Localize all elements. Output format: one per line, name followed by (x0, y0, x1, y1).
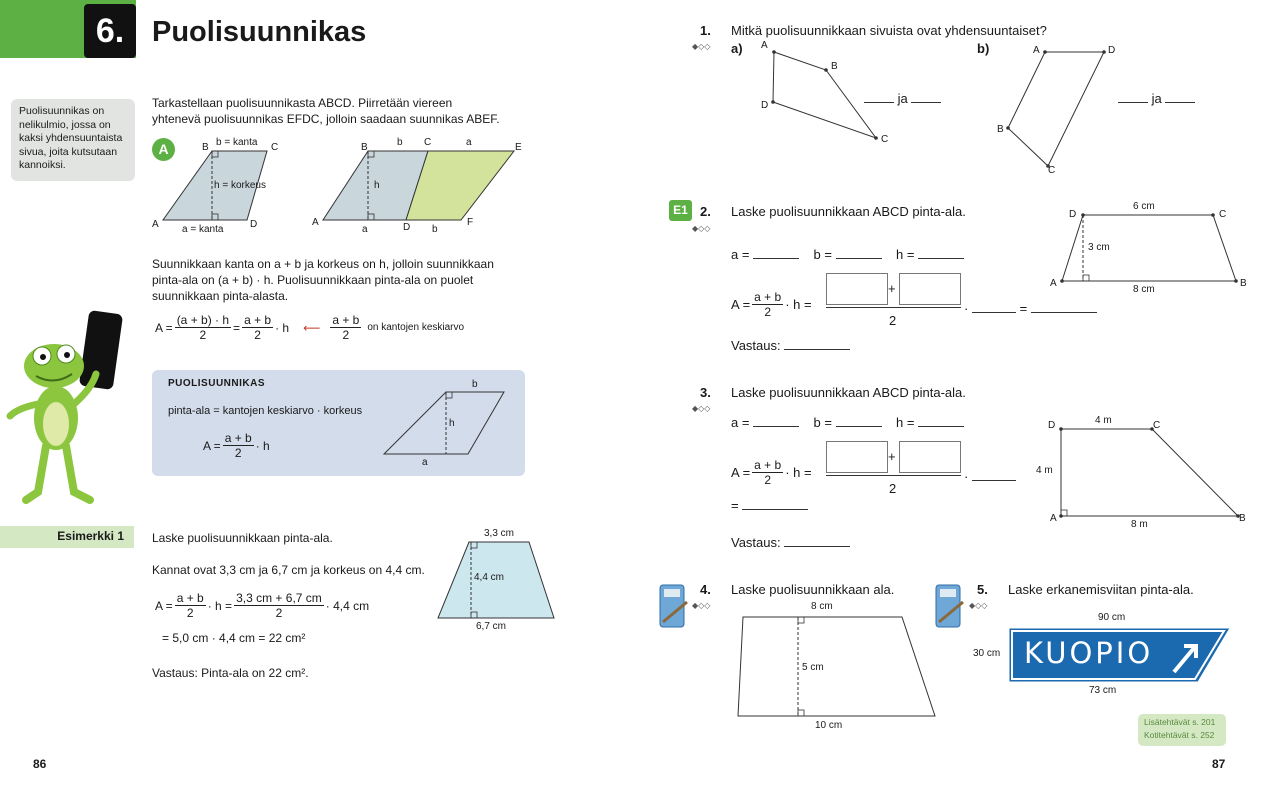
q4-trapezoid-figure (734, 612, 939, 720)
difficulty-icon: ◆◇◇ (969, 601, 988, 610)
fig2-label-a2: a (362, 224, 368, 235)
q3-denominator: 2 (889, 481, 897, 496)
q3-input-box-2[interactable] (899, 441, 961, 473)
q5-fig-bottom: 73 cm (1089, 685, 1117, 696)
q2-h-blank[interactable] (918, 246, 964, 259)
q1-part-a: a) (731, 41, 743, 56)
fig2-label-a1: a (466, 137, 472, 148)
q1-text: Mitkä puolisuunnikkaan sivuista ovat yhdensuuntaiset? (731, 23, 1047, 38)
q1-part-b: b) (977, 41, 990, 56)
q3-fig-C: C (1153, 420, 1161, 431)
q3-answer: Vastaus: (731, 534, 850, 551)
q3-tail: · (964, 468, 1016, 485)
fig1-label-A: A (152, 219, 159, 230)
q3-fig-left: 4 m (1036, 465, 1053, 476)
q3-values-row: a = b = h = (731, 414, 964, 431)
infobox-formula: A = $\frac{a + b}{2}$ · h (203, 431, 270, 460)
calculator-icon (659, 584, 689, 628)
q2-number: 2. (700, 204, 711, 219)
page-title: Puolisuunnikas (152, 16, 367, 48)
q2-plus: + (888, 281, 896, 296)
q4-fig-bottom: 10 cm (815, 720, 843, 731)
q2-h-answer-blank[interactable] (972, 300, 1016, 313)
q2-fig-top: 6 cm (1133, 201, 1155, 212)
difficulty-icon: ◆◇◇ (692, 224, 711, 233)
example-formula: A = $\frac{a + b}{2}$ · h = $\frac{3,3 cm + 6,7 cm}{2}$ · 4,4 cm (155, 591, 370, 620)
q2-input-box-1[interactable] (826, 273, 888, 305)
formula-info-box (152, 370, 525, 476)
q3-plus: + (888, 449, 896, 464)
q3-text: Laske puolisuunnikkaan ABCD pinta-ala. (731, 385, 966, 400)
q1b-quadrilateral-figure (1000, 44, 1115, 168)
q3-fig-D: D (1048, 420, 1056, 431)
q1a-label-D: D (761, 100, 769, 111)
formula-h: · h (275, 320, 290, 335)
q2-fig-D: D (1069, 209, 1077, 220)
fraction-1: $\frac{(a + b) \cdot h}{2}$ (176, 313, 230, 342)
q3-fig-top: 4 m (1095, 415, 1112, 426)
extra-tasks-line-2: Kotitehtävät s. 252 (1144, 730, 1215, 740)
q2-input-box-2[interactable] (899, 273, 961, 305)
parallelogram-abef-figure (318, 134, 528, 239)
fig1-label-height: h = korkeus (214, 180, 266, 191)
q1a-label-A: A (761, 40, 768, 51)
fig2-label-b1: b (397, 137, 403, 148)
q1b-label-B: B (997, 124, 1004, 135)
para-line-3: suunnikkaan pinta-alasta. (152, 289, 289, 303)
q2-text: Laske puolisuunnikkaan ABCD pinta-ala. (731, 204, 966, 219)
q2-answer: Vastaus: (731, 337, 850, 354)
q4-number: 4. (700, 582, 711, 597)
q2-fraction-bar (826, 307, 961, 308)
fig2-label-F: F (467, 217, 474, 228)
q3-fig-bottom: 8 m (1131, 519, 1148, 530)
q3-b-blank[interactable] (836, 414, 882, 427)
q5-text: Laske erkanemisviitan pinta-ala. (1008, 582, 1194, 597)
q3-input-box-1[interactable] (826, 441, 888, 473)
fraction-2: $\frac{a + b}{2}$ (244, 313, 272, 342)
infobox-title: PUOLISUUNNIKAS (168, 378, 266, 389)
q3-h-blank[interactable] (918, 414, 964, 427)
chapter-number: 6. (84, 4, 136, 58)
q2-tail: · = (964, 300, 1097, 317)
q3-result-row: = (731, 497, 808, 514)
formula-A: A = (155, 320, 173, 335)
difficulty-icon: ◆◇◇ (692, 404, 711, 413)
q3-trapezoid-figure (1054, 422, 1244, 522)
fig2-label-C: C (424, 137, 432, 148)
fig2-label-h: h (374, 180, 380, 191)
q1a-answer-row: ja (864, 90, 941, 107)
page-number-right: 87 (1212, 757, 1226, 771)
infobox-line: pinta-ala = kantojen keskiarvo · korkeus (168, 405, 363, 417)
q4-fig-h: 5 cm (802, 662, 824, 673)
q2-a-blank[interactable] (753, 246, 799, 259)
q3-a-blank[interactable] (753, 414, 799, 427)
q3-answer-blank[interactable] (784, 534, 850, 547)
q2-fig-bottom: 8 cm (1133, 284, 1155, 295)
q2-trapezoid-figure (1056, 208, 1246, 288)
example-label-bar (0, 526, 134, 548)
infobox-label-a: a (422, 457, 428, 468)
example-fig-h: 4,4 cm (474, 572, 505, 583)
q1b-answer-row: ja (1118, 90, 1195, 107)
q3-result-blank[interactable] (742, 497, 808, 510)
fraction-3: $\frac{a + b}{2}$ (332, 313, 360, 342)
fig2-label-D: D (403, 222, 411, 233)
q3-h-answer-blank[interactable] (972, 468, 1016, 481)
intro-text (152, 95, 500, 127)
q3-formula: A = $\frac{a + b}{2}$ · h = (731, 458, 812, 487)
fig1-label-B: B (202, 142, 209, 153)
example-answer: Vastaus: Pinta-ala on 22 cm². (152, 666, 309, 680)
q5-fig-top: 90 cm (1098, 612, 1126, 623)
para-line-1: Suunnikkaan kanta on a + b ja korkeus on h, jolloin suunnikkaan (152, 257, 494, 271)
q3-fig-A: A (1050, 513, 1057, 524)
formula-eq: = (233, 320, 241, 335)
q2-fig-B: B (1240, 278, 1247, 289)
q2-fig-A: A (1050, 278, 1057, 289)
sidebar-note-text: Puolisuunnikas on nelikulmio, jossa on kaksi yhdensuuntaista sivua, joita kutsutaan kannoiksi. (19, 105, 123, 171)
explanation-paragraph (152, 256, 494, 304)
fig2-label-A: A (312, 217, 319, 228)
intro-line-2: yhtenevä puolisuunnikas EFDC, jolloin saadaan suunnikas ABEF. (152, 112, 500, 126)
q2-result-blank[interactable] (1031, 300, 1097, 313)
example-line-4: = 5,0 cm · 4,4 cm = 22 cm² (162, 631, 306, 645)
fig2-label-E: E (515, 142, 522, 153)
example-line-2: Kannat ovat 3,3 cm ja 6,7 cm ja korkeus on 4,4 cm. (152, 563, 425, 577)
sidebar-note (11, 99, 135, 181)
q2-fig-h: 3 cm (1088, 242, 1110, 253)
difficulty-icon: ◆◇◇ (692, 601, 711, 610)
para-line-2: pinta-ala on (a + b) · h. Puolisuunnikkaan pinta-ala on puolet (152, 273, 474, 287)
infobox-label-b: b (472, 379, 478, 390)
q4-text: Laske puolisuunnikkaan ala. (731, 582, 895, 597)
frog-mascot-illustration (4, 308, 128, 508)
q3-number: 3. (700, 385, 711, 400)
phone-icon (79, 310, 123, 390)
q2-formula: A = $\frac{a + b}{2}$ · h = (731, 290, 812, 319)
q1b-label-A: A (1033, 45, 1040, 56)
arrow-left-icon: ⟵ (303, 320, 321, 335)
intro-line-1: Tarkastellaan puolisuunnikasta ABCD. Piirretään viereen (152, 96, 453, 110)
sign-text: KUOPIO (1024, 636, 1154, 670)
q2-denominator: 2 (889, 313, 897, 328)
q1a-label-C: C (881, 134, 889, 145)
q2-answer-blank[interactable] (784, 337, 850, 350)
area-formula-derivation (155, 313, 464, 342)
infobox-trapezoid-figure (380, 388, 510, 458)
example-label: Esimerkki 1 (57, 529, 124, 543)
q1b-label-C: C (1048, 165, 1056, 176)
fig2-label-B: B (361, 142, 368, 153)
page-number-left: 86 (33, 757, 47, 771)
q2-b-blank[interactable] (836, 246, 882, 259)
formula-note: on kantojen keskiarvo (367, 322, 465, 333)
q3-fig-B: B (1239, 513, 1246, 524)
q3-fraction-bar (826, 475, 961, 476)
fig1-label-top: b = kanta (216, 137, 258, 148)
q5-fig-left: 30 cm (973, 648, 1001, 659)
fig1-label-bottom: a = kanta (182, 224, 224, 235)
fig1-label-C: C (271, 142, 279, 153)
infobox-label-h: h (449, 418, 455, 429)
fig2-label-b2: b (432, 224, 438, 235)
example-fig-bottom: 6,7 cm (476, 621, 507, 632)
fig1-label-D: D (250, 219, 258, 230)
example-line-1: Laske puolisuunnikkaan pinta-ala. (152, 531, 333, 545)
figure-badge: A (152, 138, 175, 161)
q5-number: 5. (977, 582, 988, 597)
calculator-icon (935, 584, 965, 628)
example-fig-top: 3,3 cm (484, 528, 515, 539)
q1a-label-B: B (831, 61, 838, 72)
extra-tasks-note (1138, 714, 1226, 746)
q2-values-row: a = b = h = (731, 246, 964, 263)
extra-tasks-line-1: Lisätehtävät s. 201 (1144, 717, 1216, 727)
q2-badge: E1 (669, 200, 692, 221)
q2-fig-C: C (1219, 209, 1227, 220)
q4-fig-top: 8 cm (811, 601, 833, 612)
q1-number: 1. (700, 23, 711, 38)
q1b-label-D: D (1108, 45, 1116, 56)
difficulty-icon: ◆◇◇ (692, 42, 711, 51)
